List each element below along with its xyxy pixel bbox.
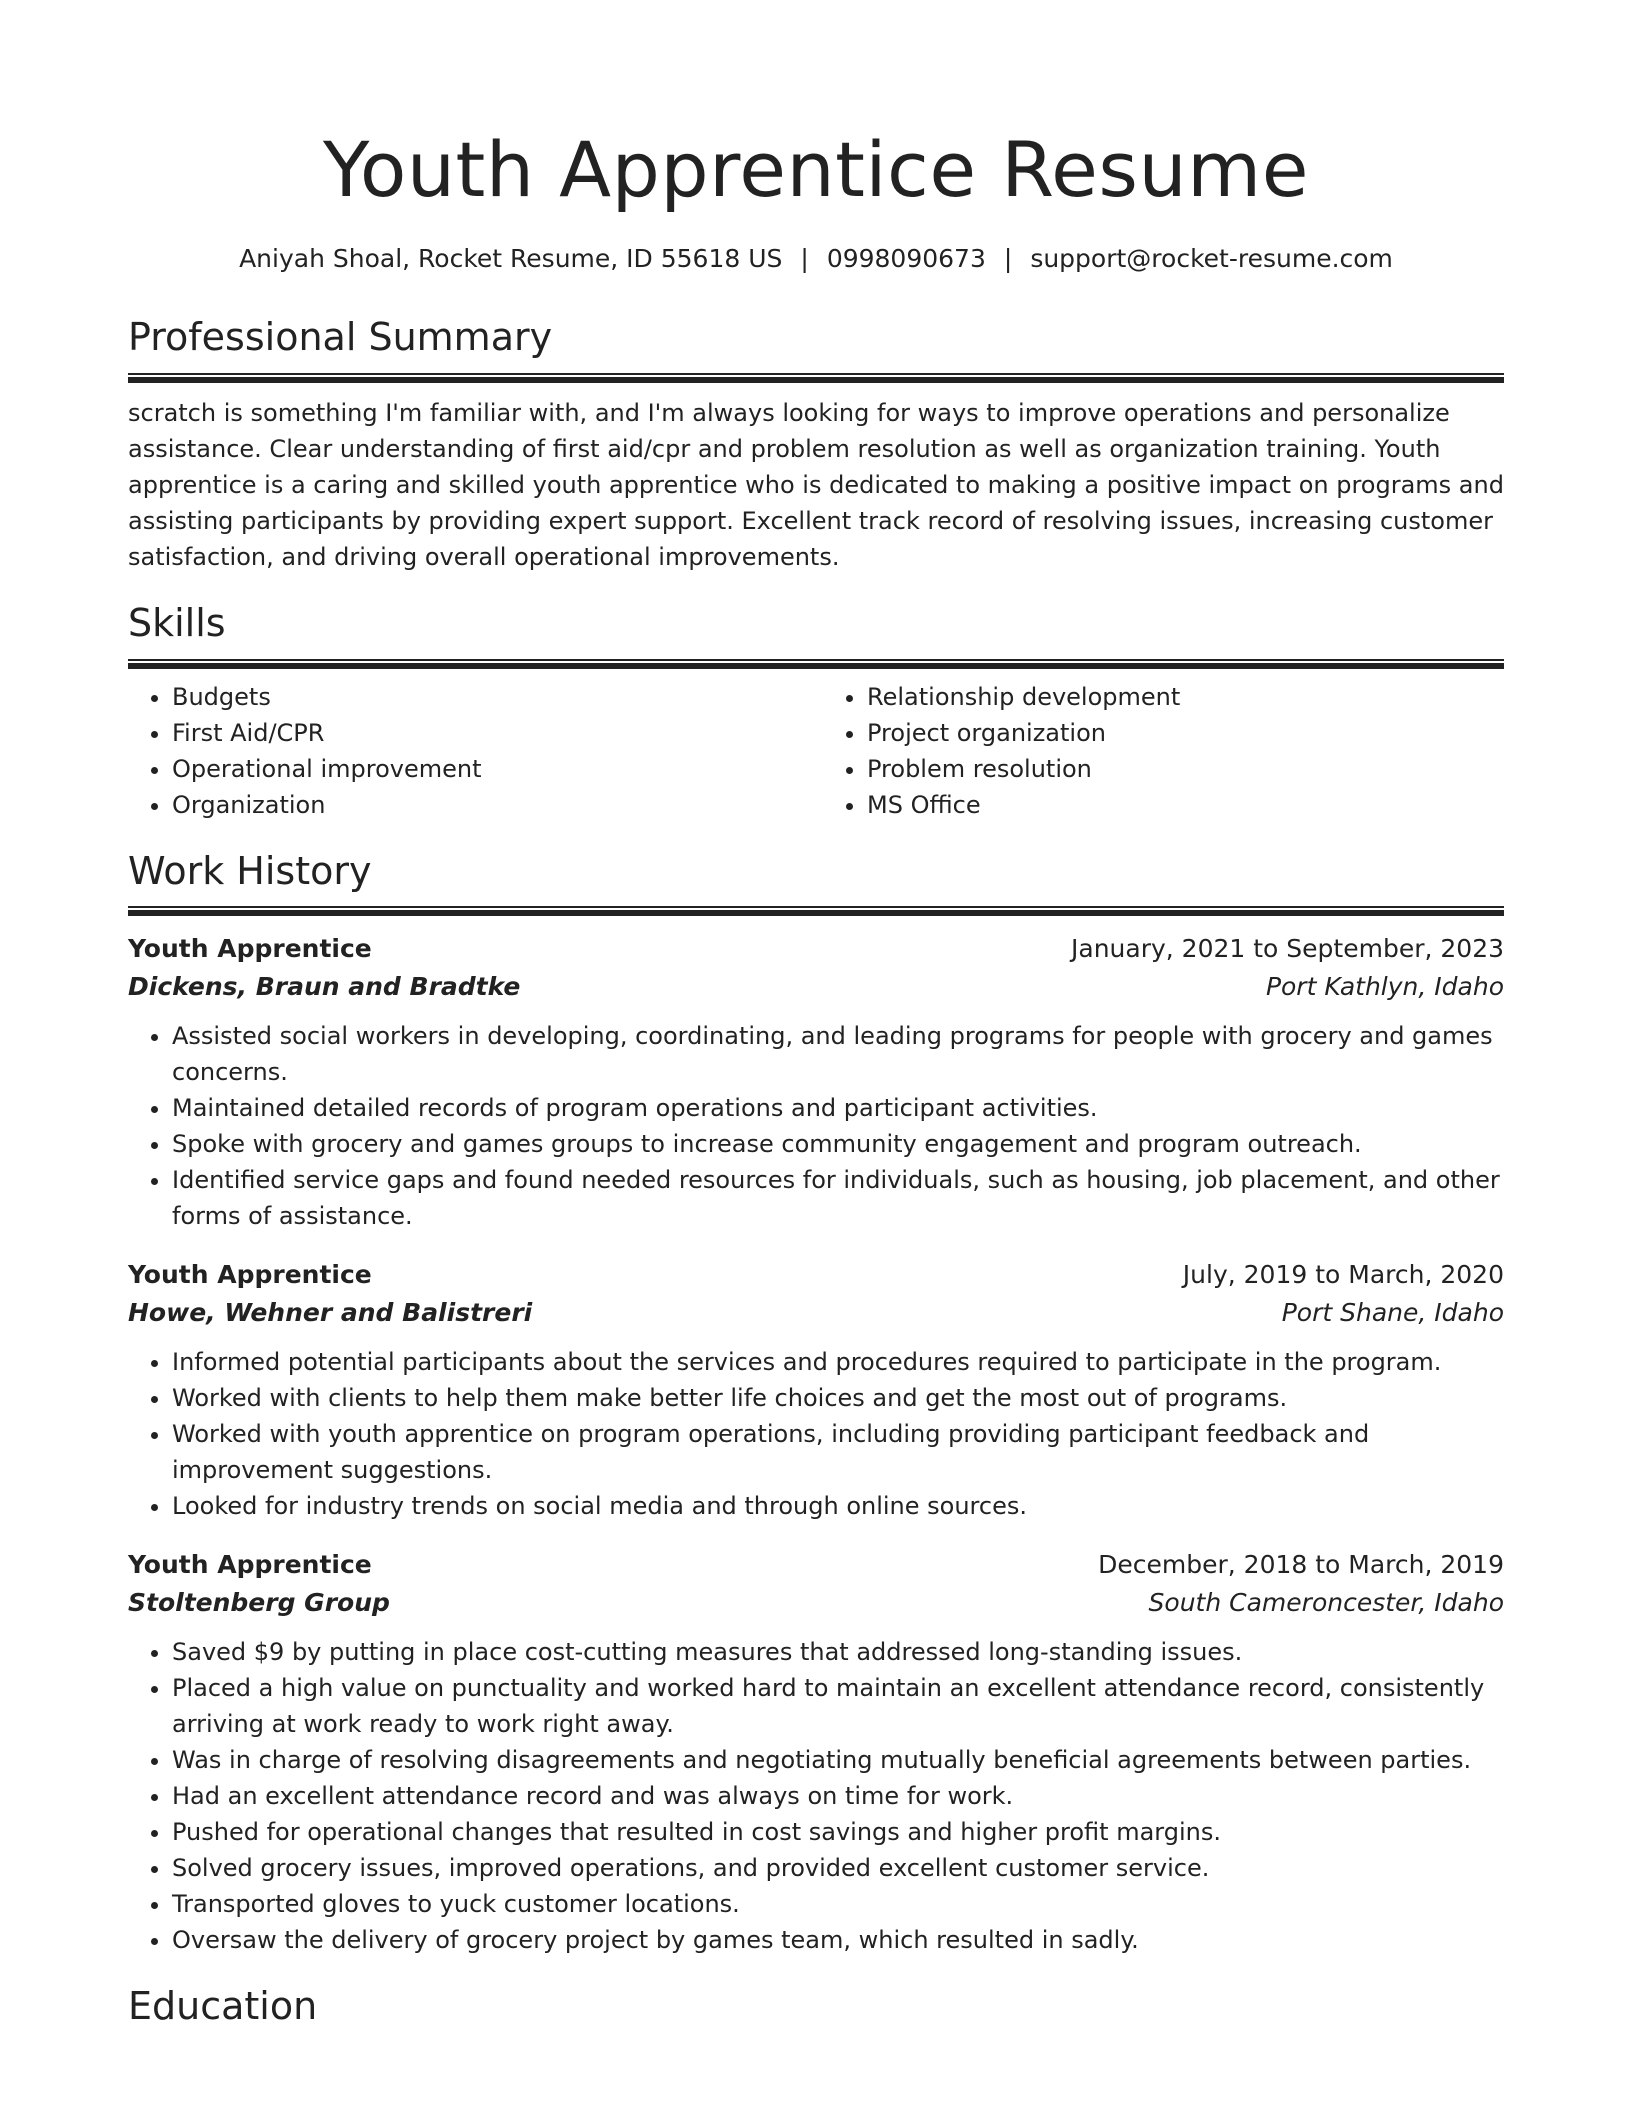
- job-bullets: [128, 1634, 1504, 1958]
- job-bullet: • Saved $9 by putting in place cost-cutting measures that addressed long-standing issues.: [172, 1634, 1504, 1670]
- job-dates: December, 2018 to March, 2019: [1098, 1550, 1504, 1580]
- education-heading: Education: [128, 1984, 318, 2029]
- skill-item: • First Aid/CPR: [172, 715, 809, 751]
- job-bullet: • Identified service gaps and found needed resources for individuals, such as housing, job placement, and other forms of assistance.: [172, 1162, 1504, 1234]
- contact-email: support@rocket-resume.com: [1030, 244, 1393, 273]
- contact-separator: |: [1003, 244, 1013, 273]
- job-subheader: [128, 1294, 1504, 1332]
- summary-section: [128, 317, 1504, 575]
- summary-heading: Professional Summary: [128, 315, 553, 359]
- skill-item: • Budgets: [172, 679, 809, 715]
- job-bullets: [128, 1344, 1504, 1524]
- job-subheader: [128, 1584, 1504, 1622]
- section-divider: [128, 906, 1504, 916]
- job-entry: [128, 1256, 1504, 1524]
- job-company: Howe, Wehner and Balistreri: [128, 1298, 533, 1328]
- job-title: Youth Apprentice: [128, 1260, 372, 1290]
- job-bullet: • Oversaw the delivery of grocery project by games team, which resulted in sadly.: [172, 1922, 1504, 1958]
- job-location: Port Kathlyn, Idaho: [1265, 972, 1504, 1002]
- job-bullet: • Spoke with grocery and games groups to increase community engagement and program outreach.: [172, 1126, 1504, 1162]
- job-bullet: • Solved grocery issues, improved operations, and provided excellent customer service.: [172, 1850, 1504, 1886]
- job-bullet: • Had an excellent attendance record and was always on time for work.: [172, 1778, 1504, 1814]
- contact-line: [128, 244, 1504, 273]
- skills-heading: Skills: [128, 600, 226, 645]
- job-location: Port Shane, Idaho: [1281, 1298, 1504, 1328]
- skill-item: • Project organization: [867, 715, 1504, 751]
- skills-section: [128, 600, 1504, 823]
- job-company: Dickens, Braun and Bradtke: [128, 972, 521, 1002]
- skill-item: • Relationship development: [867, 679, 1504, 715]
- job-bullet: • Worked with youth apprentice on program operations, including providing participant feedback and improvement suggestions.: [172, 1416, 1504, 1488]
- education-section: [128, 1986, 1504, 2028]
- job-dates: July, 2019 to March, 2020: [1182, 1260, 1504, 1290]
- work-history-section: [128, 848, 1504, 1959]
- job-header: [128, 930, 1504, 968]
- job-title: Youth Apprentice: [128, 934, 372, 964]
- job-location: South Cameroncester, Idaho: [1148, 1588, 1504, 1618]
- job-bullet: • Informed potential participants about the services and procedures required to participate in the program.: [172, 1344, 1504, 1380]
- skills-grid: [128, 679, 1504, 823]
- job-header: [128, 1256, 1504, 1294]
- job-subheader: [128, 968, 1504, 1006]
- job-bullet: • Worked with clients to help them make better life choices and get the most out of programs.: [172, 1380, 1504, 1416]
- contact-address: Aniyah Shoal, Rocket Resume, ID 55618 US: [239, 244, 783, 273]
- section-divider: [128, 659, 1504, 669]
- contact-phone: 0998090673: [826, 244, 986, 273]
- skill-item: • Organization: [172, 787, 809, 823]
- job-bullet: • Pushed for operational changes that resulted in cost savings and higher profit margins.: [172, 1814, 1504, 1850]
- job-bullets: [128, 1018, 1504, 1234]
- skill-item: • Problem resolution: [867, 751, 1504, 787]
- contact-separator: |: [800, 244, 809, 273]
- resume-title: Youth Apprentice Resume: [323, 125, 1309, 214]
- job-bullet: • Transported gloves to yuck customer locations.: [172, 1886, 1504, 1922]
- job-bullet: • Looked for industry trends on social media and through online sources.: [172, 1488, 1504, 1524]
- skill-item: • MS Office: [867, 787, 1504, 823]
- job-entry: [128, 1546, 1504, 1958]
- job-bullet: • Was in charge of resolving disagreements and negotiating mutually beneficial agreements between parties.: [172, 1742, 1504, 1778]
- job-bullet: • Maintained detailed records of program operations and participant activities.: [172, 1090, 1504, 1126]
- work-history-heading: Work History: [128, 848, 372, 893]
- job-bullet: • Assisted social workers in developing, coordinating, and leading programs for people with grocery and games concerns.: [172, 1018, 1504, 1090]
- job-entry: [128, 930, 1504, 1234]
- skills-list-left: [128, 679, 809, 823]
- section-divider: [128, 373, 1504, 383]
- job-header: [128, 1546, 1504, 1584]
- job-bullet: • Placed a high value on punctuality and worked hard to maintain an excellent attendance record, consistently arriving at work ready to work right away.: [172, 1670, 1504, 1742]
- job-dates: January, 2021 to September, 2023: [1071, 934, 1504, 964]
- skill-item: • Operational improvement: [172, 751, 809, 787]
- job-company: Stoltenberg Group: [128, 1588, 390, 1618]
- summary-text: scratch is something I'm familiar with, and I'm always looking for ways to improve operations and personalize assistance. Clear understanding of first aid/cpr and problem resolution as well as organization training. Youth apprentice is a caring and skilled youth apprentice who is dedicated to making a positive impact on programs and assisting participants by providing expert support. Excellent track record of resolving issues, increasing customer satisfaction, and driving overall operational improvements.: [128, 398, 1504, 571]
- skills-list-right: [823, 679, 1504, 823]
- job-title: Youth Apprentice: [128, 1550, 372, 1580]
